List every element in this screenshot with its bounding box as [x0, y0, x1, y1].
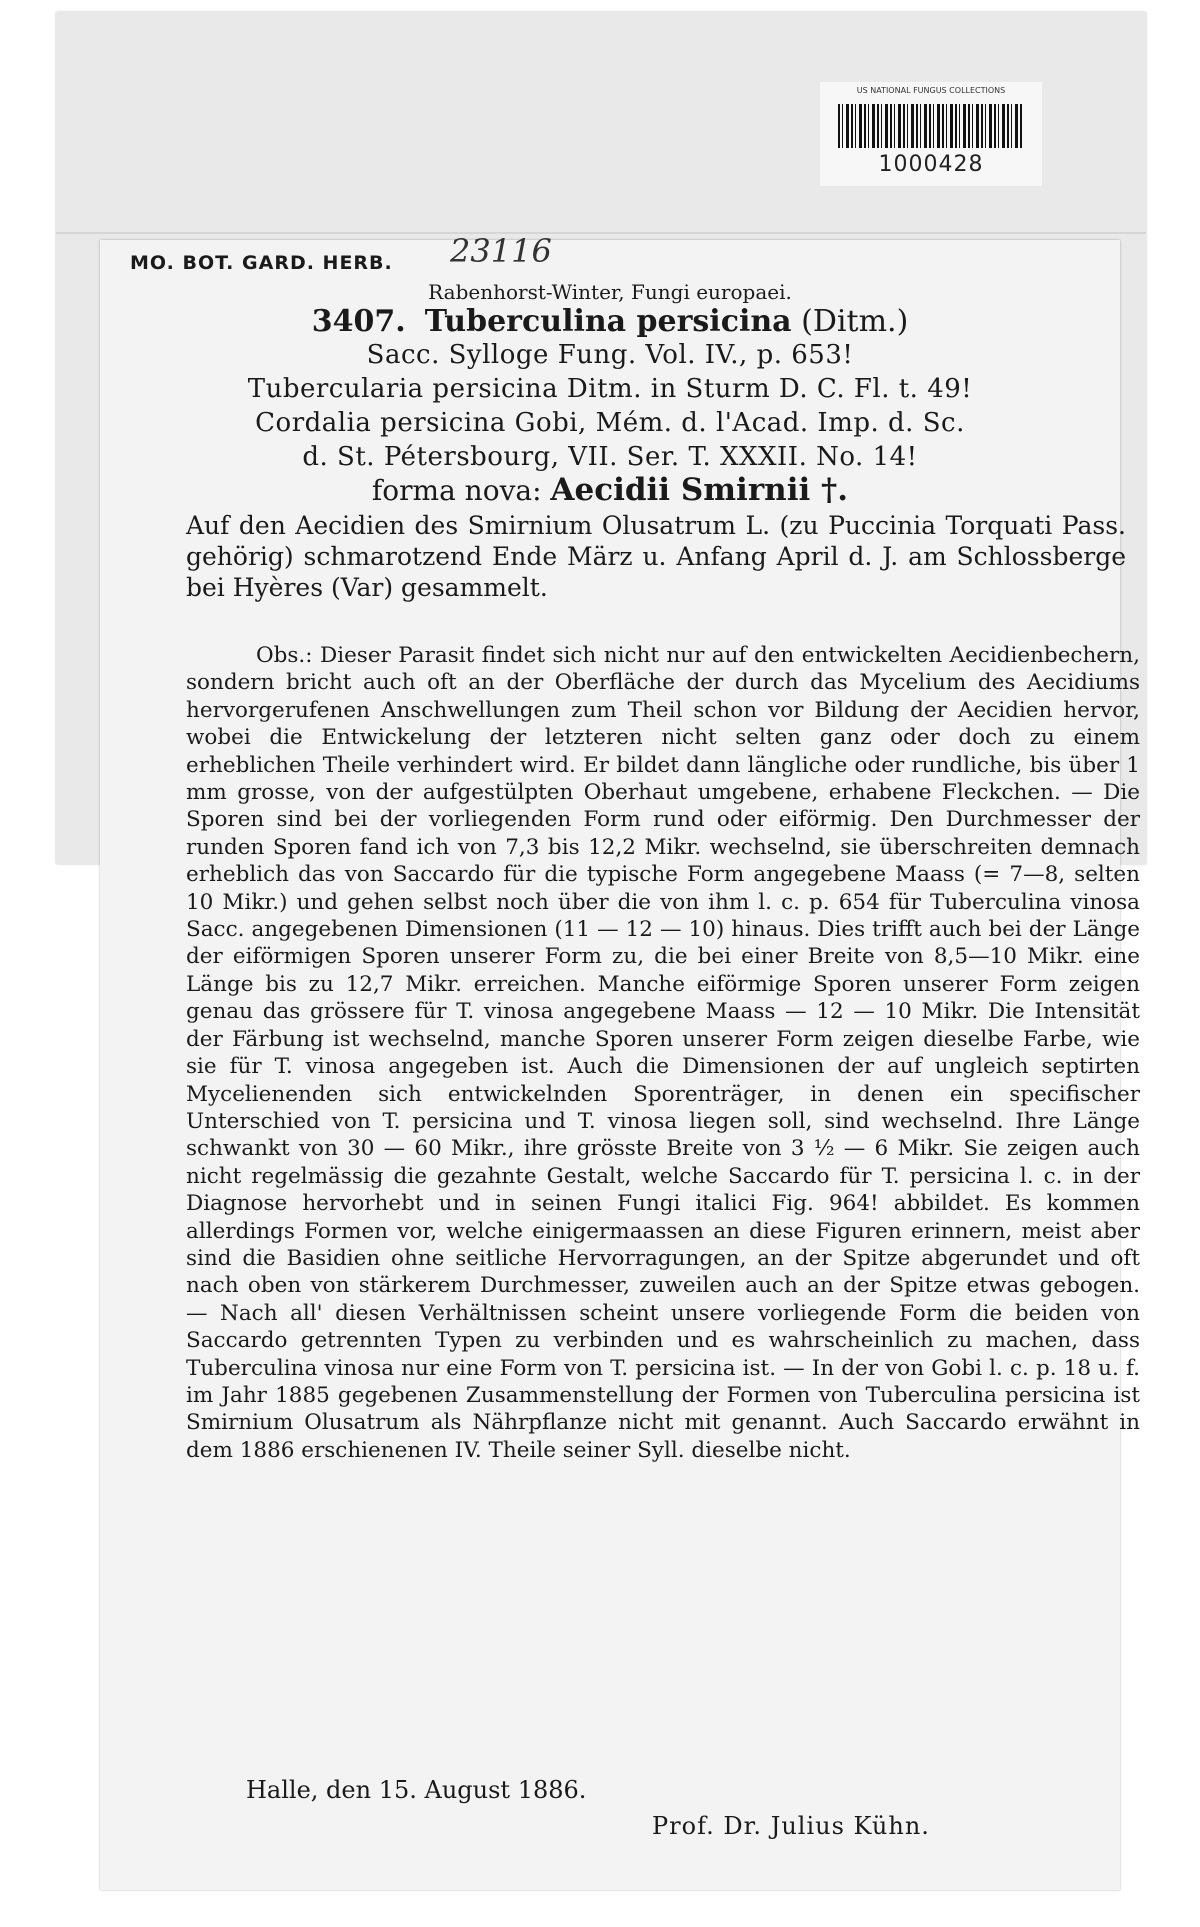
species-title	[100, 304, 1120, 339]
reference-cordalia: Cordalia persicina Gobi, Mém. d. l'Acad. Imp. d. Sc.	[255, 408, 965, 438]
reference-tubercularia: Tubercularia persicina Ditm. in Sturm D. C. Fl. t. 49!	[247, 374, 973, 404]
exsiccata-number: 3407.	[311, 304, 406, 339]
barcode-bars	[838, 104, 1024, 148]
handwritten-accession-number: 23116	[450, 232, 552, 270]
herbarium-stamp: MO. BOT. GARD. HERB.	[130, 252, 393, 274]
habitat-paragraph: Auf den Aecidien des Smirnium Olusatrum L. (zu Puccinia Torquati Pass. gehörig) schmarotzend Ende März u. Anfang April d. J. am Schlossberge bei Hyères (Var) gesammelt.	[186, 511, 1126, 602]
species-authority: (Ditm.)	[801, 304, 909, 339]
forma-line	[100, 472, 1120, 508]
reference-saccardo: Sacc. Sylloge Fung. Vol. IV., p. 653!	[366, 340, 854, 370]
exsiccata-series: Rabenhorst-Winter, Fungi europaei.	[428, 280, 792, 304]
packet-fold-line	[56, 232, 1146, 234]
reference-cordalia-continued: d. St. Pétersbourg, VII. Ser. T. XXXII. No. 14!	[302, 442, 918, 472]
specimen-label	[100, 232, 1140, 1890]
species-name: Tuberculina persicina	[424, 304, 792, 339]
place-date: Halle, den 15. August 1886.	[246, 1776, 587, 1804]
barcode-label	[820, 82, 1042, 186]
forma-prefix: forma nova:	[371, 474, 542, 507]
barcode-caption: US NATIONAL FUNGUS COLLECTIONS	[856, 86, 1006, 95]
observation-paragraph: Obs.: Dieser Parasit findet sich nicht nur auf den entwickelten Aecidienbechern, sondern bricht auch oft an der Oberfläche der durch das Mycelium des Aecidiums hervorgerufenen Anschwellungen zum Theil schon vor Bildung der Aecidien hervor, wobei die Entwickelung der letzteren nicht selten ganz oder doch zu einem erheblichen Theile verhindert wird. Er bildet dann längliche oder rundliche, bis über 1 mm grosse, von der aufgestülpten Oberhaut umgebene, erhabene Fleckchen. — Die Sporen sind bei der vorliegenden Form rund oder eiförmig. Den Durchmesser der runden Sporen fand ich von 7,3 bis 12,2 Mikr. wechselnd, sie überschreiten demnach erheblich das von Saccardo für die typische Form angegebene Maass (= 7—8, selten 10 Mikr.) und gehen selbst noch über die von ihm l. c. p. 654 für Tuberculina vinosa Sacc. angegebenen Dimensionen (11 — 12 — 10) hinaus. Dies trifft auch bei der Länge der eiförmigen Sporen unserer Form zu, die bei einer Breite von 8,5—10 Mikr. eine Länge bis zu 12,7 Mikr. erreichen. Manche eiförmige Sporen unserer Form zeigen genau das grössere für T. vinosa angegebene Maass — 12 — 10 Mikr. Die Intensität der Färbung ist wechselnd, manche Sporen unserer Form zeigen dieselbe Farbe, wie sie für T. vinosa angegeben ist. Auch die Dimensionen der auf ungleich septirten Mycelienenden sich entwickelnden Sporenträger, in denen ein specifischer Unterschied von T. persicina und T. vinosa liegen soll, sind wechselnd. Ihre Länge schwankt von 30 — 60 Mikr., ihre grösste Breite von 3 ½ — 6 Mikr. Sie zeigen auch nicht regelmässig die gezahnte Gestalt, welche Saccardo für T. persicina l. c. in der Diagnose hervorhebt und in seinen Fungi italici Fig. 964! abbildet. Es kommen allerdings Formen vor, welche einigermaassen an diese Figuren erinnern, meist aber sind die Basidien ohne seitliche Hervorragungen, an der Spitze abgerundet und oft nach oben von stärkerem Durchmesser, zuweilen auch an der Spitze etwas gebogen. — Nach all' diesen Verhältnissen scheint unsere vorliegende Form die beiden von Saccardo getrennten Typen zu verbinden und es wahrscheinlich zu machen, dass Tuberculina vinosa nur eine Form von T. persicina ist. — In der von Gobi l. c. p. 18 u. f. im Jahr 1885 gegebenen Zusammenstellung der Formen von Tuberculina persicina ist Smirnium Olusatrum als Nährpflanze nicht mit genannt. Auch Saccardo erwähnt in dem 1886 erschienenen IV. Theile seiner Syll. dieselbe nicht.	[186, 643, 1140, 1463]
author-signature: Prof. Dr. Julius Kühn.	[652, 1812, 930, 1840]
barcode-number: 1000428	[878, 152, 984, 177]
forma-name: Aecidii Smirnii †.	[550, 472, 849, 508]
